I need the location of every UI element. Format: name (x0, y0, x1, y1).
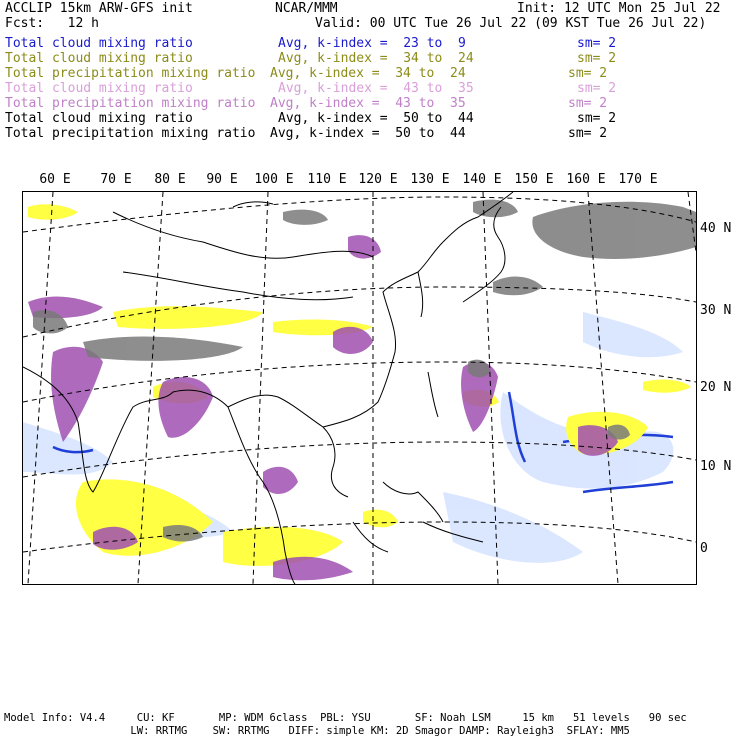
field-name: Total precipitation mixing ratio (5, 126, 256, 141)
lon-label: 140 E (462, 172, 502, 187)
field-sm: sm= 2 (568, 126, 608, 141)
init-time: Init: 12 UTC Mon 25 Jul 22 (517, 1, 721, 16)
lon-label: 150 E (514, 172, 554, 187)
lon-label: 110 E (307, 172, 347, 187)
lon-label: 130 E (410, 172, 450, 187)
lat-label: 20 N (700, 380, 732, 395)
map-panel (22, 191, 697, 585)
field-name: Total cloud mixing ratio (5, 36, 193, 51)
lon-label: 160 E (566, 172, 606, 187)
field-avg: Avg, k-index = 34 to 24 (278, 51, 474, 66)
field-sm: sm= 2 (568, 96, 608, 111)
field-avg: Avg, k-index = 23 to 9 (278, 36, 466, 51)
field-name: Total cloud mixing ratio (5, 111, 193, 126)
lon-label: 90 E (206, 172, 238, 187)
lon-label: 80 E (154, 172, 186, 187)
field-sm: sm= 2 (577, 111, 617, 126)
yellow-cloud-shading (28, 204, 691, 566)
lon-label: 70 E (100, 172, 132, 187)
lon-label: 60 E (39, 172, 71, 187)
lon-label: 100 E (254, 172, 294, 187)
field-sm: sm= 2 (577, 51, 617, 66)
lon-label: 170 E (618, 172, 658, 187)
field-sm: sm= 2 (577, 36, 617, 51)
map-canvas (23, 192, 696, 584)
center-label: NCAR/MMM (275, 1, 338, 16)
lat-label: 10 N (700, 459, 732, 474)
lat-label: 30 N (700, 303, 732, 318)
lat-label: 0 (700, 541, 708, 556)
field-avg: Avg, k-index = 43 to 35 (278, 81, 474, 96)
lat-label: 40 N (700, 221, 732, 236)
model-info-line1: Model Info: V4.4 CU: KF MP: WDM 6class PBL: YSU SF: Noah LSM 15 km 51 levels 90 sec (4, 712, 687, 724)
field-avg: Avg, k-index = 50 to 44 (270, 126, 466, 141)
field-sm: sm= 2 (577, 81, 617, 96)
field-avg: Avg, k-index = 43 to 35 (270, 96, 466, 111)
plot-title: ACCLIP 15km ARW-GFS init (5, 1, 193, 16)
forecast-hour: Fcst: 12 h (5, 16, 99, 31)
field-sm: sm= 2 (568, 66, 608, 81)
field-name: Total cloud mixing ratio (5, 81, 193, 96)
field-avg: Avg, k-index = 34 to 24 (270, 66, 466, 81)
model-info-line2: LW: RRTMG SW: RRTMG DIFF: simple KM: 2D Smagor DAMP: Rayleigh3 SFLAY: MM5 (4, 725, 630, 737)
field-avg: Avg, k-index = 50 to 44 (278, 111, 474, 126)
field-name: Total precipitation mixing ratio (5, 96, 256, 111)
valid-time: Valid: 00 UTC Tue 26 Jul 22 (09 KST Tue 26 Jul 22) (315, 16, 707, 31)
lon-label: 120 E (358, 172, 398, 187)
field-name: Total cloud mixing ratio (5, 51, 193, 66)
field-name: Total precipitation mixing ratio (5, 66, 256, 81)
